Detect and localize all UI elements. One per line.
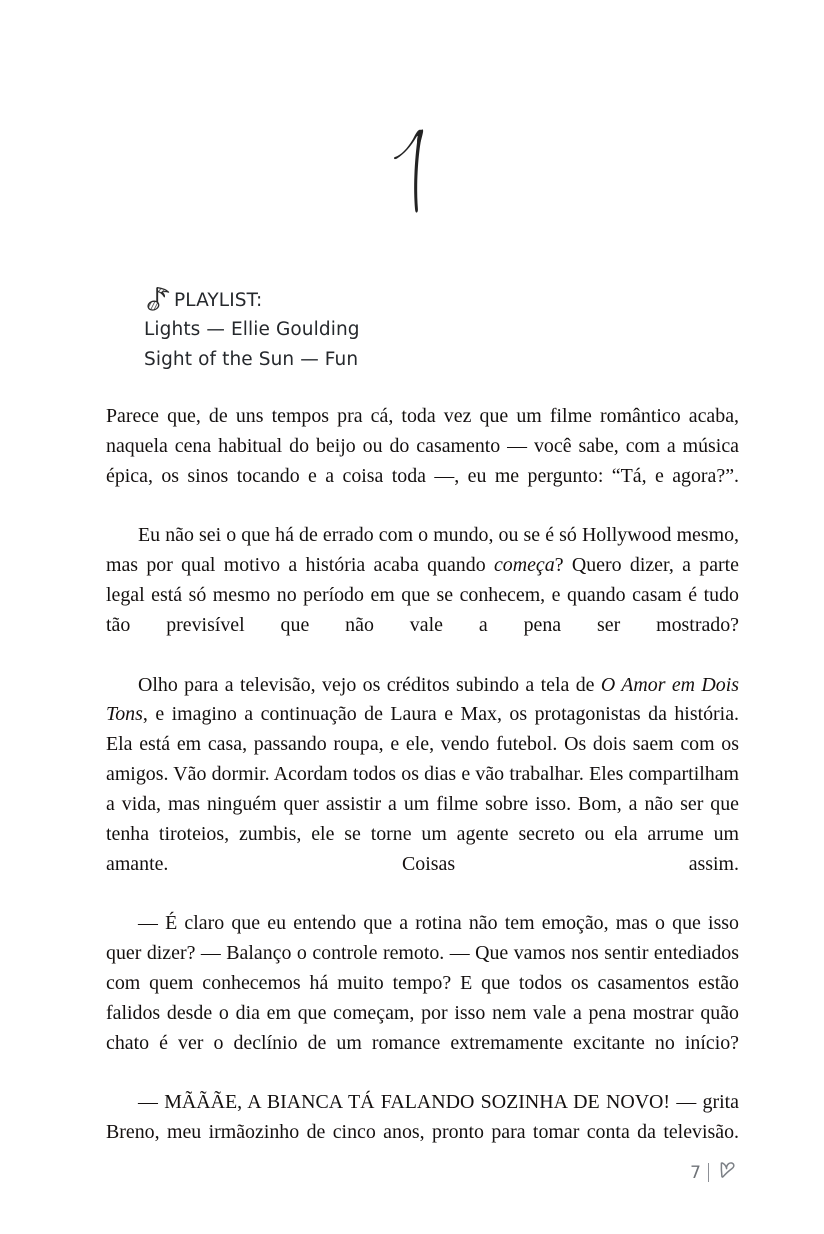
music-note-icon [144,284,174,314]
body-paragraph [106,671,739,910]
playlist-block [144,283,564,374]
body-text [106,402,739,1178]
body-paragraph [106,521,739,670]
text-run: — É claro que eu entendo que a rotina não tem emoção, mas o que isso quer dizer? — Balanço o controle remoto. — Que vamos nos sentir entediados com quem conhecemos há muito tempo? E que todos os casamentos estão falidos desde o dia em que começam, por isso nem vale a pena mostrar quão chato é ver o declínio de um romance extremamente excitante no início? [106,912,739,1054]
text-run: ? Quero dizer, a parte legal está só mesmo no período em que se conhecem, e quando casam é tudo tão previsível que não vale a pena ser mostrado? [106,554,740,636]
chapter-number-glyph [377,127,447,217]
playlist-heading [144,283,564,313]
text-run: — MÃÃÃE, A BIANCA TÁ FALANDO SOZINHA DE NOVO! — grita Breno, meu irmãozinho de cinco anos, pronto para tomar conta da televisão. [106,1091,739,1144]
playlist-label: PLAYLIST: [174,289,263,311]
italic-title-run: começa [493,554,555,577]
text-run: , e imagino a continuação de Laura e Max, os protagonistas da história. Ela está em casa, passando roupa, e ele, vendo futebol. Os dois saem com os amigos. Vão dormir. Acordam todos os dias e vão trabalhar. Eles compartilham a vida, mas ninguém quer assistir a um filme sobre isso. Bom, a não ser que tenha tiroteios, zumbis, ele se torne um agente secreto ou ela arrume um amante. Coisas assim. [106,703,739,875]
body-paragraph [106,909,739,1088]
folio-separator [708,1163,709,1182]
page-number: 7 [690,1163,701,1183]
italic-title-run: O Amor em Dois Tons [106,673,739,726]
text-run: Eu não sei o que há de errado com o mundo, ou se é só Hollywood mesmo, mas por qual motivo a história acaba quando [106,524,739,577]
page-folio [690,1159,738,1186]
chapter-number [0,122,824,222]
playlist-track: Lights — Ellie Goulding [144,319,360,340]
body-paragraph [106,1088,739,1178]
body-paragraph [106,402,739,521]
text-run: Olho para a televisão, vejo os créditos subindo a tela de [138,673,601,696]
heart-outline-icon [716,1159,738,1186]
text-run: Parece que, de uns tempos pra cá, toda vez que um filme romântico acaba, naquela cena habitual do beijo ou do casamento — você sabe, com a música épica, os sinos tocando e a coisa toda —, eu me pergunto: “Tá, e agora?”. [106,405,739,487]
playlist-track: Sight of the Sun — Fun [144,348,359,370]
